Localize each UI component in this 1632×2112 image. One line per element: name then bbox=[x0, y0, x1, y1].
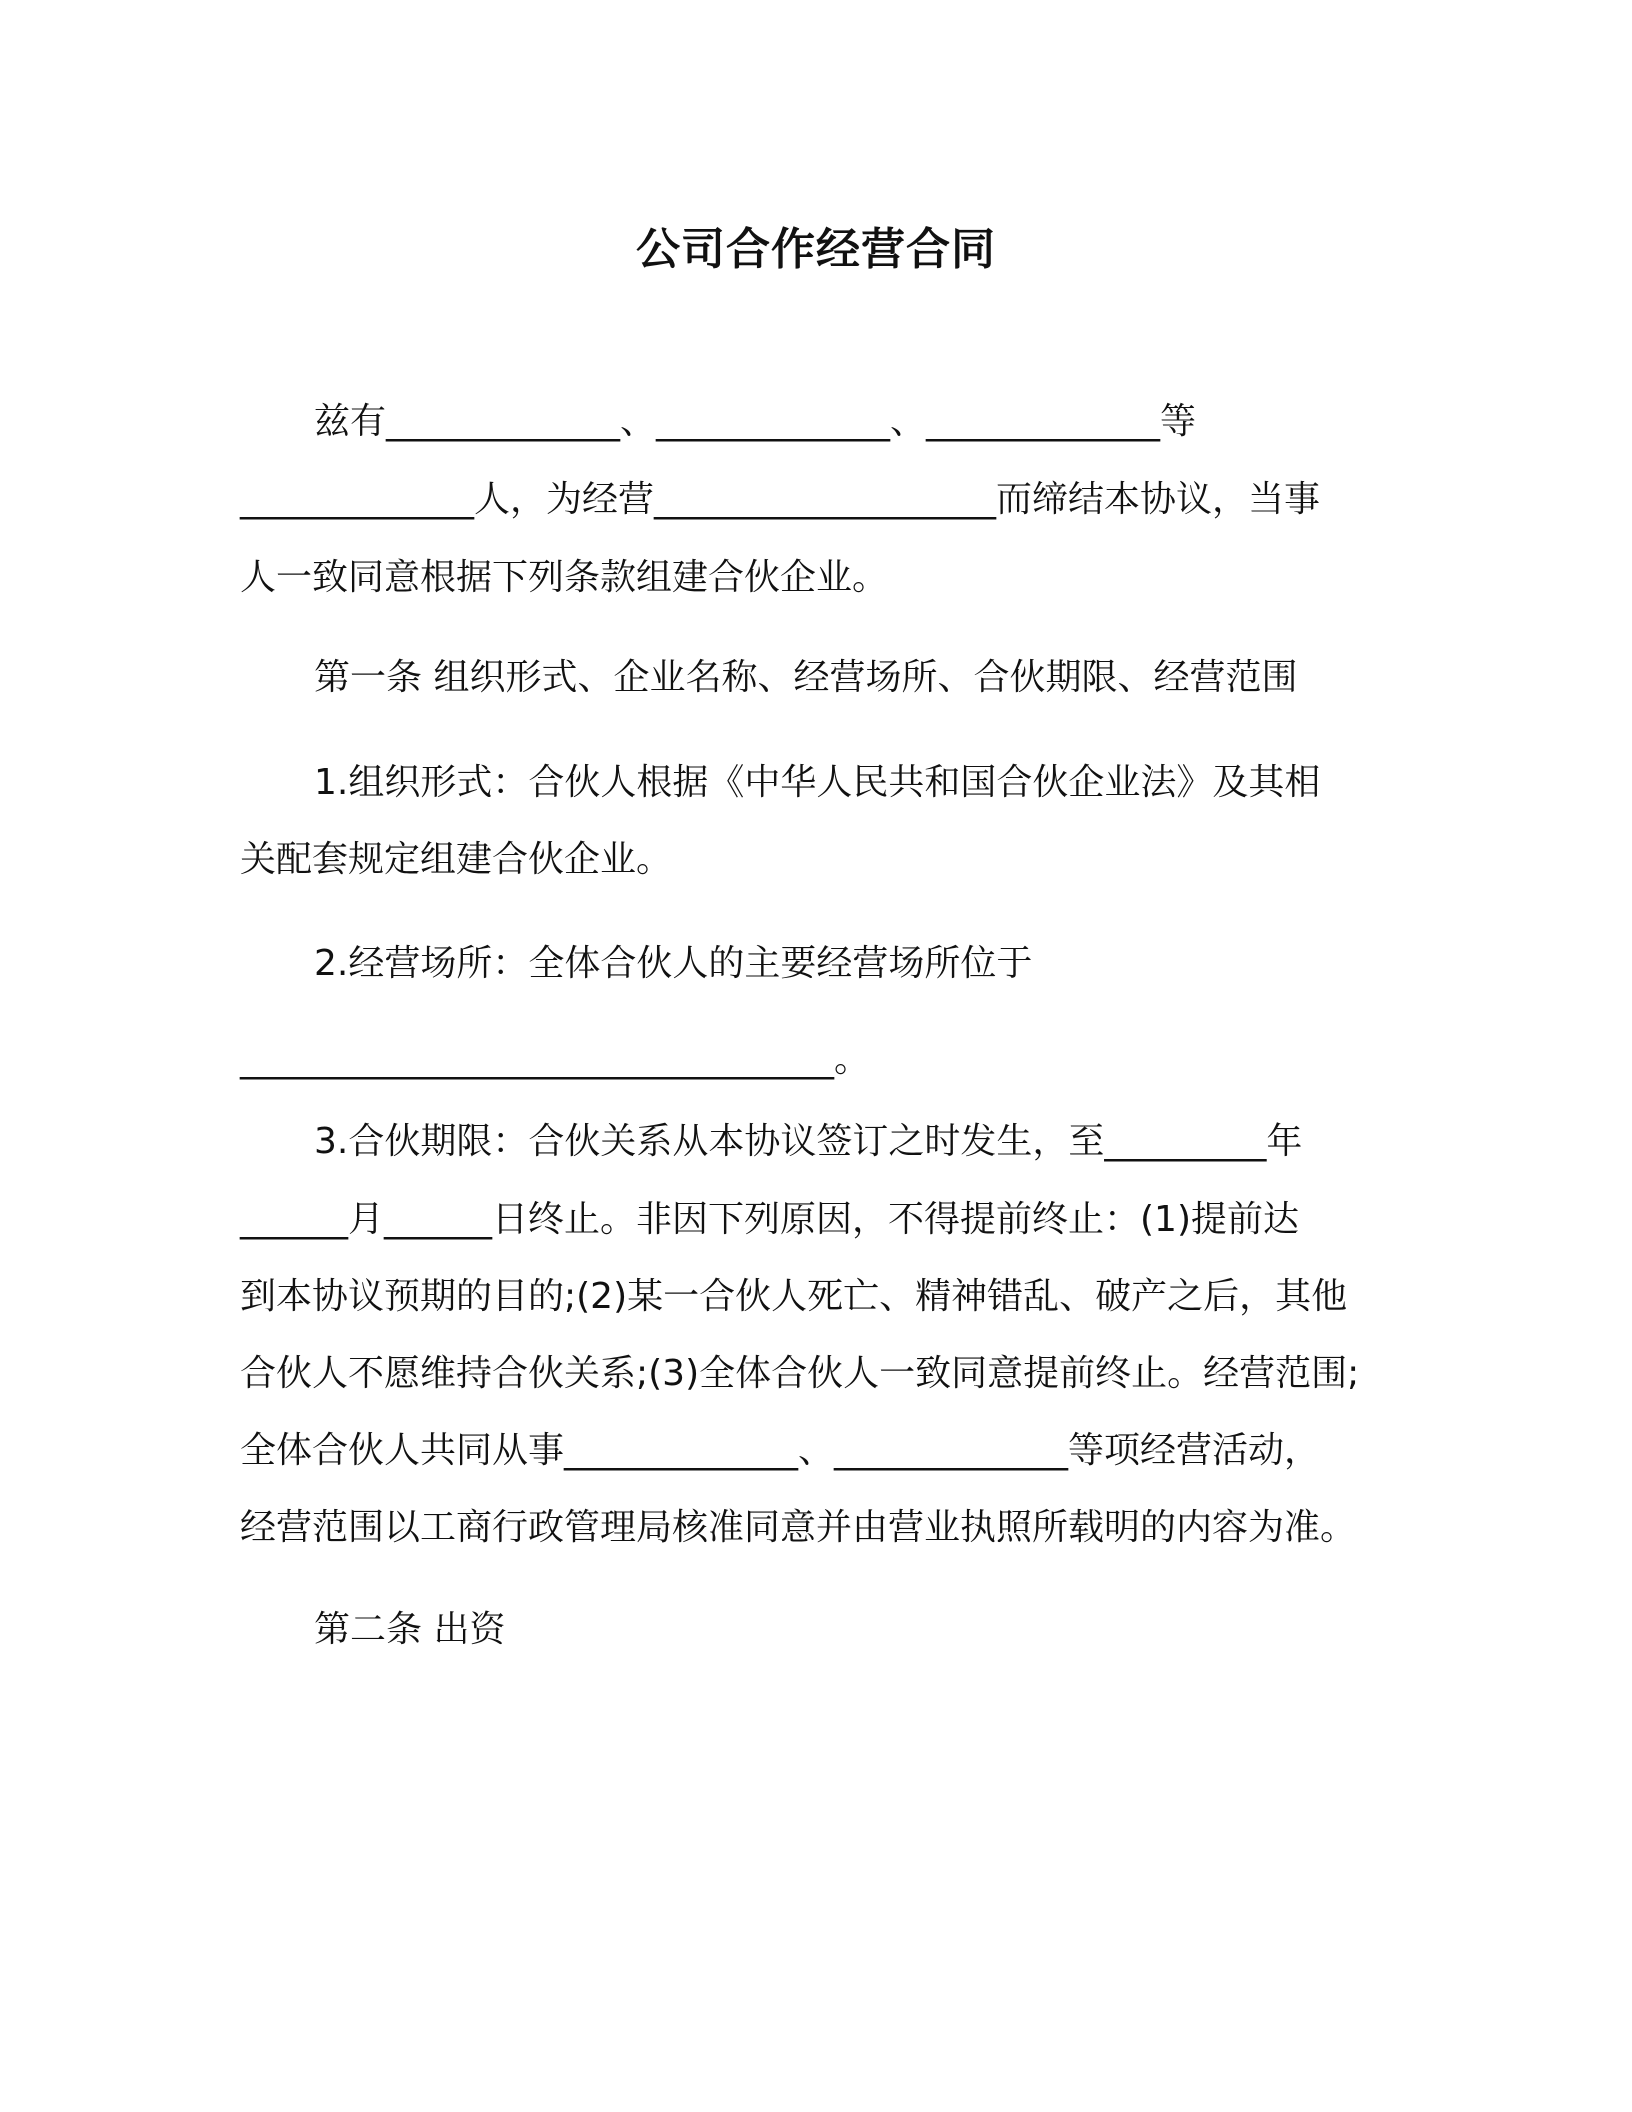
document-title: 公司合作经营合同 bbox=[636, 224, 996, 275]
clause-3-line-5: 全体合伙人共同从事_____________、_____________等项经营活动， bbox=[240, 1430, 1321, 1471]
clause-2-line-2: _________________________________。 bbox=[240, 1039, 870, 1080]
clause-1-line-1: 1.组织形式：合伙人根据《中华人民共和国合伙企业法》及其相 bbox=[314, 762, 1321, 803]
clause-3-line-1: 3.合伙期限：合伙关系从本协议签订之时发生，至_________年 bbox=[314, 1121, 1303, 1162]
preamble-line-1: 兹有_____________、_____________、_____________等 bbox=[314, 401, 1196, 442]
preamble-line-2: _____________人，为经营___________________而缔结本协议，当事 bbox=[240, 479, 1321, 520]
clause-3-line-2: ______月______日终止。非因下列原因，不得提前终止：(1)提前达 bbox=[240, 1199, 1299, 1240]
clause-2-line-1: 2.经营场所：全体合伙人的主要经营场所位于 bbox=[314, 943, 1033, 984]
preamble-line-3: 人一致同意根据下列条款组建合伙企业。 bbox=[240, 557, 889, 598]
article-1-heading: 第一条 组织形式、企业名称、经营场所、合伙期限、经营范围 bbox=[314, 657, 1298, 698]
clause-1-line-2: 关配套规定组建合伙企业。 bbox=[240, 839, 673, 880]
clause-3-line-4: 合伙人不愿维持合伙关系;(3)全体合伙人一致同意提前终止。经营范围; bbox=[240, 1353, 1360, 1394]
clause-3-line-6: 经营范围以工商行政管理局核准同意并由营业执照所载明的内容为准。 bbox=[240, 1507, 1357, 1548]
article-2-heading: 第二条 出资 bbox=[314, 1609, 506, 1650]
clause-3-line-3: 到本协议预期的目的;(2)某一合伙人死亡、精神错乱、破产之后，其他 bbox=[240, 1276, 1348, 1317]
